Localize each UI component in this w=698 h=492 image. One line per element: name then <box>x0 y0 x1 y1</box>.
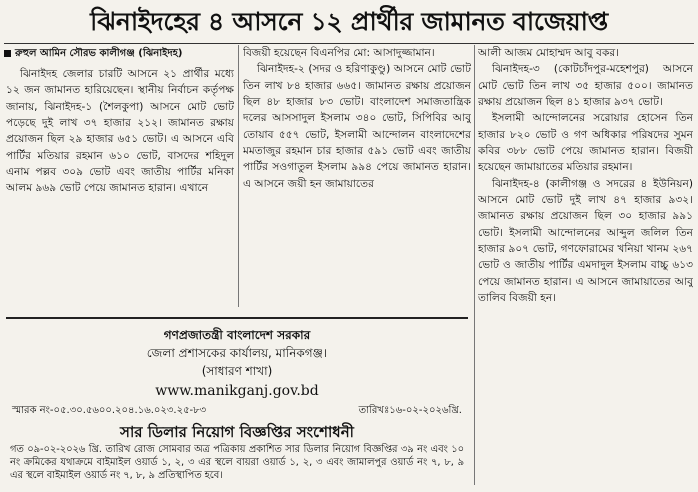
notice-government-name: গণপ্রজাতন্ত্রী বাংলাদেশ সরকার <box>163 328 311 342</box>
article-column-3 <box>478 45 693 485</box>
government-notice <box>6 317 468 492</box>
paragraph: ঝিনাইদহ-২ (সদর ও হরিণাকুণ্ডু) আসনে মোট ভোট তিন লাখ ৮৪ হাজার ৬৬৫। জামানত রক্ষায় প্রয়োজন ছিল ৪৮ হাজার ৮৩ ভোট। বাংলাদেশ সমাজতান্ত্রিক দলের আসসাদুল ইসলাম ৩৪০ ভোট, সিপিবির আবু তোয়াব ৫৫৭ ভোট, ইসলামী আন্দোলন বাংলাদেশের মমতাজুর রহমান চার হাজার ৫৯১ ভোট এবং জাতীয় পার্টির সওগাতুল ইসলাম ৯৯৪ পেয়ে জামানত হারান। এ আসনে জয়ী হন জামায়াতের <box>243 63 471 190</box>
article-column-1 <box>6 66 234 300</box>
column-divider <box>238 45 239 307</box>
notice-date: তারিখঃ১৬-০২-২০২৬খ্রি. <box>358 405 462 416</box>
headline-rule <box>4 43 694 44</box>
notice-subject: সার ডিলার নিয়োগ বিজ্ঞপ্তির সংশোধনী <box>120 423 354 441</box>
notice-website: www.manikganj.gov.bd <box>155 383 319 399</box>
article-column-2 <box>243 45 471 311</box>
notice-memo-row <box>6 403 468 419</box>
headline: ঝিনাইদহের ৪ আসনে ১২ প্রার্থীর জামানত বাজেয়াপ্ত <box>90 7 608 36</box>
notice-branch: (সাধারণ শাখা) <box>201 364 273 378</box>
byline <box>4 45 236 63</box>
notice-office-name: জেলা প্রশাসকের কার্যালয়, মানিকগঞ্জ। <box>146 346 328 360</box>
paragraph: ইসলামী আন্দোলনের সরোয়ার হোসেন তিন হাজার ৮২০ ভোট ও গণ অধিকার পরিষদের সুমন কবির ৩৮৮ ভোট পেয়ে জামানত হারান। বিজয়ী হয়েছেন জামায়াতের মতিয়ার রহমান। <box>478 112 693 174</box>
byline-text: রুহুল আমিন সৌরভ কালীগঞ্জ (ঝিনাইদহ) <box>15 48 183 59</box>
notice-body: গত ০৯-০২-২০২৬ খ্রি. তারিখ রোজ সোমবার অত্র পত্রিকায় প্রকাশিত সার ডিলার নিয়োগ বিজ্ঞপ্তির ৩৯ নং এবং ১০ নং ক্রমিকের যথাক্রমে বাইমাইল ওয়ার্ড ১, ২, ৩ এর স্থলে বায়রা ওয়ার্ড ১, ২, ৩ এবং জামালপুর ওয়ার্ড নং ৭, ৮, ৯ এর স্থলে বাইমাইল ওয়ার্ড নং ৭, ৮, ৯ প্রতিস্থাপিত হবে। <box>10 444 464 481</box>
column-divider <box>474 45 475 485</box>
notice-memo-number: স্মারক নং-০৫.৩০.৫৬০০.২০৪.১৬.০২৩.২৫-৮৩ <box>12 405 207 416</box>
paragraph: বিজয়ী হয়েছেন বিএনপির মো: আসাদুজ্জামান। <box>243 47 435 59</box>
bullet-icon <box>4 50 11 57</box>
paragraph: ঝিনাইদহ জেলার চারটি আসনে ২১ প্রার্থীর মধ্যে ১২ জন জামানত হারিয়েছেন। স্থানীয় নির্বাচন কর্তৃপক্ষ জানায়, ঝিনাইদহ-১ (শৈলকুপা) আসনে মোট ভোট পড়েছে দুই লাখ ৩৭ হাজার ২১২। জামানত রক্ষায় প্রয়োজন ছিল ২৯ হাজার ৬৫১ ভোট। এ আসনে এবি পার্টির মতিয়ার রহমান ৬১০ ভোট, বাসদের শহিদুল এনাম পল্লব ৩০৯ ভোট এবং জাতীয় পার্টির মনিকা আলম ৯৬৯ ভোট পেয়ে জামানত হারান। এখানে <box>6 68 234 195</box>
paragraph: ঝিনাইদহ-৩ (কোটচাঁদপুর-মহেশপুর) আসনে মোট ভোট তিন লাখ ৩৫ হাজার ৫০০। জামানত রক্ষায় প্রয়োজন ছিল ৪১ হাজার ৯৩৭ ভোট। <box>478 63 693 109</box>
paragraph: আলী আজম মোহাম্মদ আবু বকর। <box>478 47 619 59</box>
paragraph: ঝিনাইদহ-৪ (কালীগঞ্জ ও সদরের ৪ ইউনিয়ন) আসনে মোট ভোট দুই লাখ ৪৭ হাজার ৯৩২। জামানত রক্ষায় প্রয়োজন ছিল ৩০ হাজার ৯৯১ ভোট। ইসলামী আন্দোলনের আব্দুল জলিল তিন হাজার ৯০৭ ভোট, গণফোরামের খনিয়া খানম ২৬৭ ভোট ও জাতীয় পার্টির এমদাদুল ইসলাম বাচ্চু ৬১৩ পেয়ে জামানত হারান। এ আসনে জামায়াতের আবু তালিব বিজয়ী হন। <box>478 177 693 305</box>
